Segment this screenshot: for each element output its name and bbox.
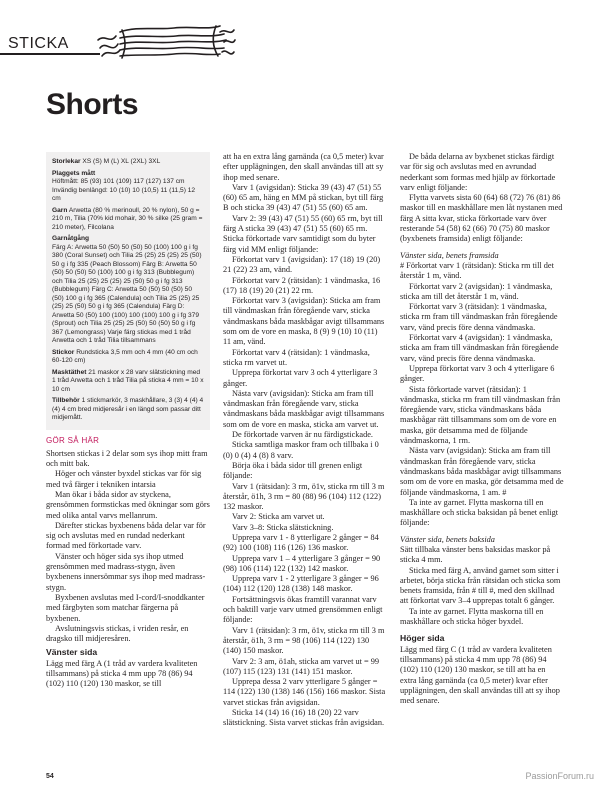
paragraph: Upprepa förkortat varv 3 och 4 ytterligare 3 gånger.	[223, 368, 378, 388]
paragraph: Sätt tillbaka vänster bens baksidas maskor på sticka 4 mm.	[400, 544, 551, 565]
fact-text: Höftmått: 85 (93) 101 (109) 117 (127) 137 cm Invändig benlängd: 10 (10) 10 (10,5) 11 (11,5) 12 cm	[52, 178, 196, 202]
paragraph: Avslutningsvis stickas, i vriden resår, en dragsko till midjeresåren.	[46, 623, 189, 644]
paragraph: Varv 2: Sticka am varvet ut.	[232, 512, 325, 522]
fact-label: Garnåtgång	[52, 235, 90, 242]
fact-notions	[52, 397, 204, 423]
column-3	[400, 152, 564, 706]
paragraph: Förkortat varv 2 (rätsidan): 1 vändmaska, 16 (17) 18 (19) 20 (21) 22 rm.	[223, 275, 381, 295]
fact-yarn	[52, 207, 204, 233]
paragraph: # Förkortat varv 1 (rätsidan): Sticka rm till det återstår 1 m, vänd.	[400, 260, 554, 281]
paragraph: Börja öka i båda sidor till grenen enligt följande:	[223, 460, 363, 481]
fact-label: Garn	[52, 206, 68, 214]
paragraph: Vänster och höger sida sys ihop utmed grensömmen med madrass-stygn, även byxbenens innersömmar sys ihop med madrass-stygn.	[46, 551, 206, 592]
paragraph: Upprepa förkortat varv 3 och 4 ytterligare 6 gånger.	[400, 363, 555, 384]
fact-label: Masktäthet	[52, 368, 87, 376]
fact-gauge	[52, 369, 204, 395]
yarn-skein-icon	[96, 18, 236, 64]
paragraph: Varv 1 (avigsidan): Sticka 39 (43) 47 (51) 55 (60) 65 am, häng en MM på stickan, byt till färg B och sticka 39 (43) 47 (51) 55 (60) 65 am.	[223, 182, 384, 213]
paragraph: Varv 1 (rätsidan): 3 rm, ö1v, sticka rm till 3 m återstår, ö1h, 3 rm = 80 (88) 96 (104) 112 (122) 132 maskor.	[223, 481, 385, 512]
section-rule	[0, 53, 100, 55]
back-instructions	[400, 545, 564, 627]
paragraph: Upprepa dessa 2 varv ytterligare 5 gånger = 114 (122) 130 (138) 146 (156) 166 maskor. Sista varvet stickas från avigsidan.	[223, 677, 386, 707]
italic-subheading: Vänster sida, benets framsida	[400, 250, 499, 260]
fact-text: Färg A: Arwetta 50 (50) 50 (50) 50 (100) 100 g i fg 380 (Coral Sunset) och Tilia 25 (25) 25 (25) 25 (50) 50 g i fg 335 (Peach Blossom) Färg B: Arwetta 50 (50) 50 (50) 50 (100) 100 g i fg 313 (Bubblegum) och Tilia 25 (25) 25 (25) 25 (50) 50 g i fg 313 (Bubblegum) Färg C: Arwetta 50 (50) 50 (50) 50 (50) 100 g i fg 365 (Calendula) och Tilia 25 (25) 25 (25) 25 (50) 50 g i fg 365 (Calendula) Färg D: Arwetta 50 (50) 100 (100) 100 (100) 100 g i fg 379 (Sprout) och Tilia 25 (25) 25 (50) 50 (50) 50 g i fg 367 (Lemongrass) Varje färg stickas med 1 tråd Arwetta och 1 tråd Tilia tillsammans	[52, 243, 202, 344]
paragraph: De båda delarna av byxbenet stickas färdigt var för sig och avslutas med en avrundad nederkant som formas med hjälp av förkortade varv enligt följande:	[400, 152, 556, 192]
paragraph: Ta inte av garnet. Flytta maskorna till en maskhållare och sticka höger byxdel.	[400, 606, 544, 627]
paragraph: Upprepa varv 1 - 2 ytterligare 3 gånger = 96 (104) 112 (120) 128 (138) 148 maskor.	[223, 574, 379, 594]
fact-text: Rundsticka 3,5 mm och 4 mm (40 cm och 60-120 cm)	[52, 348, 198, 364]
page-number: 54	[46, 773, 54, 780]
fact-quantity	[52, 235, 204, 346]
paragraph: Lägg med färg C (1 tråd av vardera kvaliteten tillsammans) på sticka 4 mm upp 78 (86) 94 (102) 110 (120) 130 maskor, se till att ha en extra lång garnända (ca 0,5 meter) kvar efter upplägningen, den skall användas till att sy ihop med senare.	[400, 644, 560, 706]
paragraph: Förkortat varv 3 (rätsidan): 1 vändmaska, sticka rm fram till vändmaskan från föregående varv, vänd precis före denna vändmaska.	[400, 302, 558, 332]
paragraph: Därefter stickas byxbenens båda delar var för sig och avslutas med en rundad nederkant formad med förkortade varv.	[46, 520, 206, 551]
facts-box	[46, 152, 210, 430]
fact-sizes	[52, 158, 204, 167]
section-label: STICKA	[8, 35, 69, 52]
italic-subheading: Vänster sida, benets baksida	[400, 534, 495, 544]
fact-label: Storlekar	[52, 158, 81, 165]
paragraph: Förkortat varv 4 (rätsidan): 1 vändmaska, sticka rm varvet ut.	[223, 347, 370, 367]
paragraph: Förkortat varv 2 (avigsidan): 1 vändmaska, sticka am till det återstår 1 m, vänd.	[400, 281, 553, 301]
fact-text: XS (S) M (L) XL (2XL) 3XL	[80, 158, 161, 165]
fact-needles	[52, 349, 204, 366]
paragraph: Ta inte av garnet. Flytta maskorna till en maskhållare och sticka baksidan på benet enligt följande:	[400, 497, 559, 528]
paragraph: Fortsättningsvis ökas framtill varannat varv och baktill varje varv utmed grensömmen enligt följande:	[223, 594, 383, 625]
paragraph: Höger och vänster byxdel stickas var för sig med två färger i tekniken intarsia	[46, 469, 202, 489]
paragraph: att ha en extra lång garnända (ca 0,5 meter) kvar efter upplägningen, den skall användas till att sy ihop med senare.	[223, 152, 384, 182]
paragraph: Förkortat varv 4 (avigsidan): 1 vändmaska, sticka am fram till vändmaskan från föregående varv, vänd precis före denna vändmaska.	[400, 333, 559, 363]
paragraph: De förkortade varven är nu färdigstickade.	[232, 430, 373, 440]
paragraph: Varv 2: 39 (43) 47 (51) 55 (60) 65 rm, byt till färg A sticka 39 (43) 47 (51) 55 (60) 65 rm. Sticka förkortade varv samtidigt som du byter färg vid MM enligt följande:	[223, 213, 383, 254]
paragraph: Förkortat varv 3 (avigsidan): Sticka am fram till vändmaskan från föregående varv, sticka vändmaskans båda maskbågar avigt tillsammans som om de vore en maska, 8 (9) 9 (10) 10 (11) 11 am, vänd.	[223, 296, 385, 347]
right-side-heading: Höger sida	[400, 633, 445, 644]
fact-label: Tillbehör	[52, 397, 80, 404]
paragraph: Sticka med färg A, använd garnet som sitter i arbetet, börja sticka från rätsidan och sticka som benets framsida, från # till #, med den skillnad att förkortat varv 3–4 upprepas totalt 6 gånger.	[400, 565, 561, 606]
paragraph: Sista förkortade varvet (rätsidan): 1 vändmaska, sticka rm fram till vändmaskan från föregående varv, sticka vändmaskans båda maskbågar rätt tillsammans som om de vore en maska, gör detsamma med de följande vändmaskorna, 1 rm.	[400, 384, 561, 446]
left-side-heading: Vänster sida	[46, 647, 98, 658]
fact-text: 1 stickmarkör, 3 maskhållare, 3 (3) 4 (4) 4 (4) 4 cm bred midjeresår i en längd som passar ditt midjemått.	[52, 397, 204, 421]
paragraph: Varv 2: 3 am, ö1ah, sticka am varvet ut = 99 (107) 115 (123) 131 (141) 151 maskor.	[223, 656, 380, 676]
paragraph: Lägg med färg A (1 tråd av vardera kvaliteten tillsammans) på sticka 4 mm upp 78 (86) 94 (102) 110 (120) 130 maskor, se till	[46, 658, 198, 689]
paragraph: Shortsen stickas i 2 delar som sys ihop mitt fram och mitt bak.	[46, 448, 208, 469]
paragraph: Man ökar i båda sidor av styckena, grensömmen formstickas med ökningar som görs med olika antal varvs mellanrum.	[46, 489, 210, 520]
fact-label: Plaggets mått	[52, 169, 96, 177]
page-title: Shorts	[46, 88, 139, 121]
column-1	[46, 152, 210, 690]
paragraph: Upprepa varv 1 - 8 ytterligare 2 gånger = 84 (92) 100 (108) 116 (126) 136 maskor.	[223, 532, 379, 553]
paragraph: Nästa varv (avigsidan): Sticka am fram till vändmaskan från föregående varv, sticka vändmaskans båda maskbågar avigt tillsammans som om de vore en maska, sticka am varvet ut.	[223, 388, 385, 429]
paragraph: Varv 3–8: Sticka slätstickning.	[232, 522, 334, 532]
paragraph: Byxbenen avslutas med I-cord/I-snoddkanter med färgbyten som matchar färgerna på byxbenen.	[46, 592, 205, 623]
fact-text: Arwetta (80 % merinoull, 20 % nylon), 50 g = 210 m, Tilia (70% kid mohair, 30 % silke (25 gram = 210 meter), Filcolana	[52, 206, 203, 231]
watermark: PassionForum.ru	[525, 771, 594, 781]
front-instructions	[400, 261, 564, 529]
fact-measurements	[52, 170, 204, 204]
paragraph: Nästa varv (avigsidan): Sticka am fram till vändmaskan från föregående varv, sticka vändmaskans båda maskbågar avigt tillsammans som om de vore en maska, gör detsamma med de följande vändmaskorna, 1 am. #	[400, 446, 564, 497]
column-2	[223, 152, 387, 729]
paragraph: Sticka samtliga maskor fram och tillbaka i 0 (0) 0 (4) 4 (8) 8 varv.	[223, 440, 379, 460]
fact-text: 21 maskor x 28 varv slätstickning med 1 tråd Arwetta och 1 tråd Tilia på sticka 4 mm = 10 x 10 cm	[52, 368, 204, 393]
how-to-heading: GÖR SÅ HÄR	[46, 435, 100, 445]
paragraph: Varv 1 (rätsidan): 3 rm, ö1v, sticka rm till 3 m återstår, ö1h, 3 rm = 98 (106) 114 (122) 130 (140) 150 maskor.	[223, 625, 385, 656]
paragraph: Upprepa varv 1 – 4 ytterligare 3 gånger = 90 (98) 106 (114) 122 (132) 142 maskor.	[223, 553, 381, 573]
paragraph: Sticka 14 (14) 16 (16) 18 (20) 22 varv slätstickning. Sista varvet stickas från avigsidan.	[223, 708, 385, 728]
paragraph: Flytta varvets sista 60 (64) 68 (72) 76 (81) 86 maskor till en maskhållare men låt nystanen med färg A sitta kvar, sticka förkortade varv över resterande 54 (58) 62 (66) 70 (75) 80 maskor (byxbenets framsida) enligt följande:	[400, 193, 563, 244]
paragraph: Förkortat varv 1 (avigsidan): 17 (18) 19 (20) 21 (22) 23 am, vänd.	[223, 254, 381, 275]
fact-label: Stickor	[52, 348, 75, 356]
